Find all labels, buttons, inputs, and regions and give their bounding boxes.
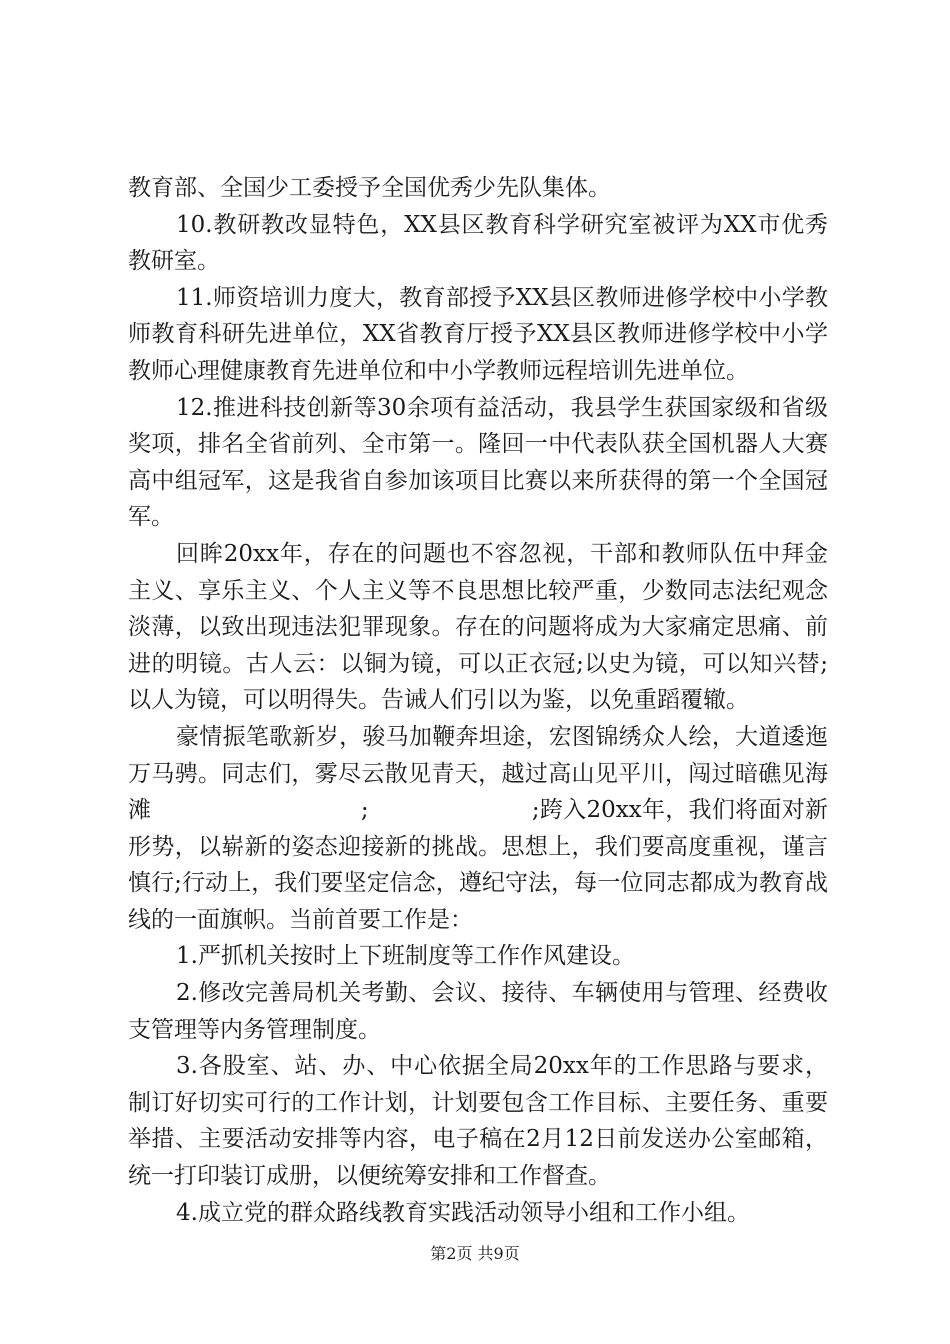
paragraph-8: 2.修改完善局机关考勤、会议、接待、车辆使用与管理、经费收支管理等内务管理制度。 — [128, 980, 828, 1043]
paragraph-2: 10.教研教改显特色，XX县区教育科学研究室被评为XX市优秀教研室。 — [128, 211, 828, 275]
paragraph-5: 回眸20xx年，存在的问题也不容忽视，干部和教师队伍中拜金主义、享乐主义、个人主义等不良思想比较严重，少数同志法纪观念淡薄，以致出现违法犯罪现象。存在的问题将成为大家痛定思痛、前进的明镜。古人云：以铜为镜，可以正衣冠;以史为镜，可以知兴替;以人为镜，可以明得失。告诫人们引以为鉴，以免重蹈覆辙。 — [128, 540, 828, 714]
paragraph-10: 4.成立党的群众路线教育实践活动领导小组和工作小组。 — [176, 1199, 750, 1226]
paragraph-9: 3.各股室、站、办、中心依据全局20xx年的工作思路与要求，制订好切实可行的工作计划，计划要包含工作目标、主要任务、重要举措、主要活动安排等内容，电子稿在2月12日前发送办公室邮箱，统一打印装订成册，以便统筹安排和工作督查。 — [128, 1053, 828, 1190]
paragraph-6: 豪情振笔歌新岁，骏马加鞭奔坦途，宏图锦绣众人绘，大道逶迤万马骋。同志们，雾尽云散见青天，越过高山见平川，闯过暗礁见海滩 ; ;跨入20xx年，我们将面对新形势，以崭新的姿态迎接新的挑战。思想上，我们要高度重视，谨言慎行;行动上，我们要坚定信念，遵纪守法，每一位同志都成为教育战线的一面旗帜。当前首要工作是： — [128, 723, 828, 933]
page-footer: 第2页 共9页 — [430, 1244, 520, 1263]
document-body — [128, 170, 828, 1231]
paragraph-4: 12.推进科技创新等30余项有益活动，我县学生获国家级和省级奖项，排名全省前列、全市第一。隆回一中代表队获全国机器人大赛高中组冠军，这是我省自参加该项目比赛以来所获得的第一个全国冠军。 — [128, 394, 828, 531]
paragraph-3: 11.师资培训力度大，教育部授予XX县区教师进修学校中小学教师教育科研先进单位，XX省教育厅授予XX县区教师进修学校中小学教师心理健康教育先进单位和中小学教师远程培训先进单位。 — [128, 284, 828, 384]
paragraph-1: 教育部、全国少工委授予全国优秀少先队集体。 — [128, 175, 611, 201]
paragraph-7: 1.严抓机关按时上下班制度等工作作风建设。 — [176, 943, 635, 970]
